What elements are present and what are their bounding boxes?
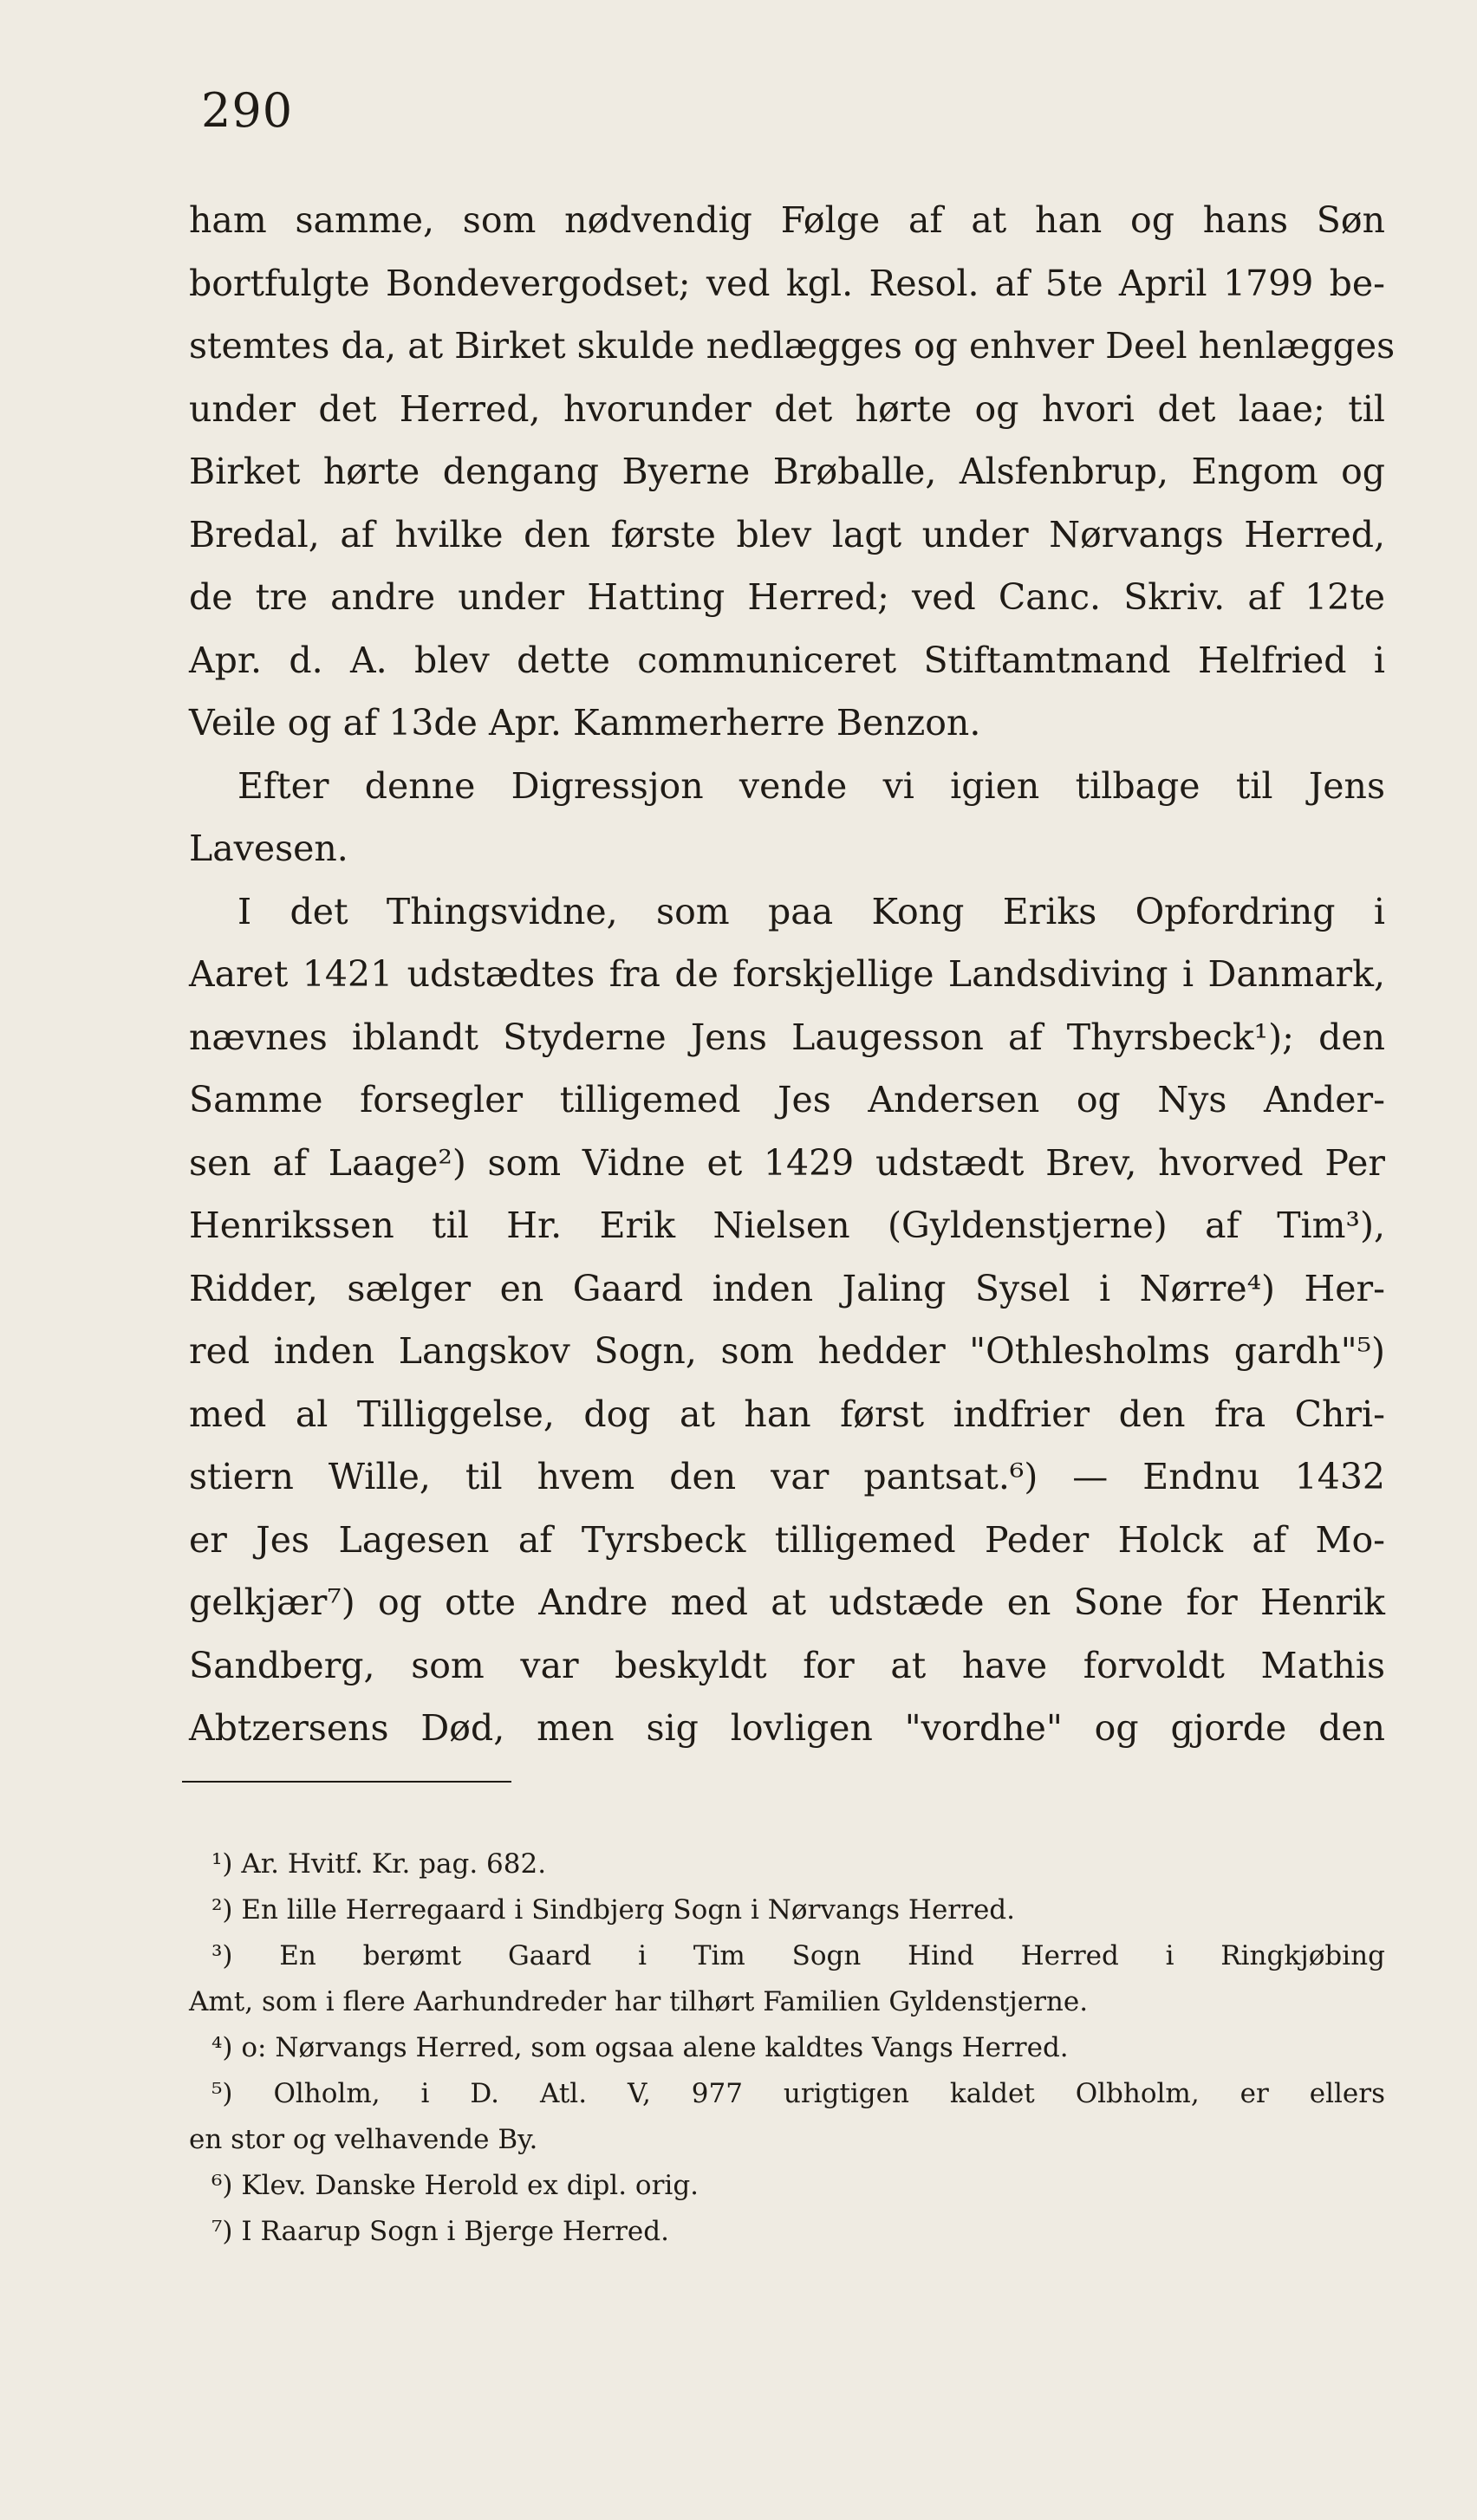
- text-line: Bredal, af hvilke den første blev lagt under Nørvangs Herred,: [189, 513, 1385, 555]
- footnote: ³) En berømt Gaard i Tim Sogn Hind Herred i Ringkjøbing: [211, 1940, 1385, 1971]
- text-line: nævnes iblandt Styderne Jens Laugesson af Thyrsbeck¹); den: [189, 1016, 1385, 1058]
- text-line: ham samme, som nødvendig Følge af at han og hans Søn: [189, 199, 1385, 241]
- text-line: Veile og af 13de Apr. Kammerherre Benzon.: [189, 702, 981, 744]
- text-line: Abtzersens Død, men sig lovligen "vordhe" og gjorde den: [189, 1707, 1385, 1749]
- page-number: 290: [201, 83, 294, 138]
- footnotes: [189, 1841, 1385, 2255]
- text-line: I det Thingsvidne, som paa Kong Eriks Opfordring i: [237, 890, 1385, 932]
- text-line: med al Tilliggelse, dog at han først indfrier den fra Chri-: [189, 1393, 1385, 1435]
- footnote: ⁶) Klev. Danske Herold ex dipl. orig.: [211, 2170, 699, 2201]
- text-line: Henrikssen til Hr. Erik Nielsen (Gyldenstjerne) af Tim³),: [189, 1205, 1385, 1246]
- text-line: stiern Wille, til hvem den var pantsat.⁶) — Endnu 1432: [189, 1456, 1385, 1497]
- footnote-continuation: Amt, som i flere Aarhundreder har tilhørt Familien Gyldenstjerne.: [189, 1986, 1089, 2017]
- body-text: [189, 189, 1396, 1760]
- text-line: Ridder, sælger en Gaard inden Jaling Sysel i Nørre⁴) Her-: [189, 1267, 1385, 1309]
- text-line: under det Herred, hvorunder det hørte og hvori det laae; til: [189, 387, 1385, 430]
- text-line: Efter denne Digressjon vende vi igien tilbage til Jens: [237, 764, 1385, 807]
- text-line: Lavesen.: [189, 828, 348, 869]
- text-line: Birket hørte dengang Byerne Brøballe, Alsfenbrup, Engom og: [189, 451, 1385, 492]
- footnote: ⁴) o: Nørvangs Herred, som ogsaa alene kaldtes Vangs Herred.: [211, 2032, 1069, 2063]
- text-line: bortfulgte Bondevergodset; ved kgl. Resol. af 5te April 1799 be-: [189, 262, 1385, 304]
- footnote: ¹) Ar. Hvitf. Kr. pag. 682.: [211, 1848, 547, 1880]
- text-line: Apr. d. A. blev dette communiceret Stiftamtmand Helfried i: [189, 639, 1385, 681]
- footnote: ⁷) I Raarup Sogn i Bjerge Herred.: [211, 2216, 669, 2247]
- text-line: er Jes Lagesen af Tyrsbeck tilligemed Peder Holck af Mo-: [189, 1518, 1385, 1561]
- text-line: red inden Langskov Sogn, som hedder "Othlesholms gardh"⁵): [189, 1330, 1385, 1372]
- footnote: ⁵) Olholm, i D. Atl. V, 977 urigtigen kaldet Olbholm, er ellers: [211, 2078, 1385, 2109]
- text-line: Samme forsegler tilligemed Jes Andersen og Nys Ander-: [189, 1079, 1385, 1120]
- text-line: stemtes da, at Birket skulde nedlægges og enhver Deel henlægges: [189, 325, 1396, 367]
- text-line: sen af Laage²) som Vidne et 1429 udstædt Brev, hvorved Per: [189, 1141, 1385, 1184]
- text-line: de tre andre under Hatting Herred; ved Canc. Skriv. af 12te: [189, 576, 1385, 618]
- text-line: gelkjær⁷) og otte Andre med at udstæde en Sone for Henrik: [189, 1581, 1385, 1623]
- footnote-divider: [182, 1781, 511, 1783]
- footnote-continuation: en stor og velhavende By.: [189, 2124, 538, 2155]
- text-line: Aaret 1421 udstædtes fra de forskjellige Landsdiving i Danmark,: [189, 953, 1385, 995]
- footnote: ²) En lille Herregaard i Sindbjerg Sogn i Nørvangs Herred.: [211, 1894, 1015, 1926]
- text-line: Sandberg, som var beskyldt for at have forvoldt Mathis: [189, 1644, 1385, 1686]
